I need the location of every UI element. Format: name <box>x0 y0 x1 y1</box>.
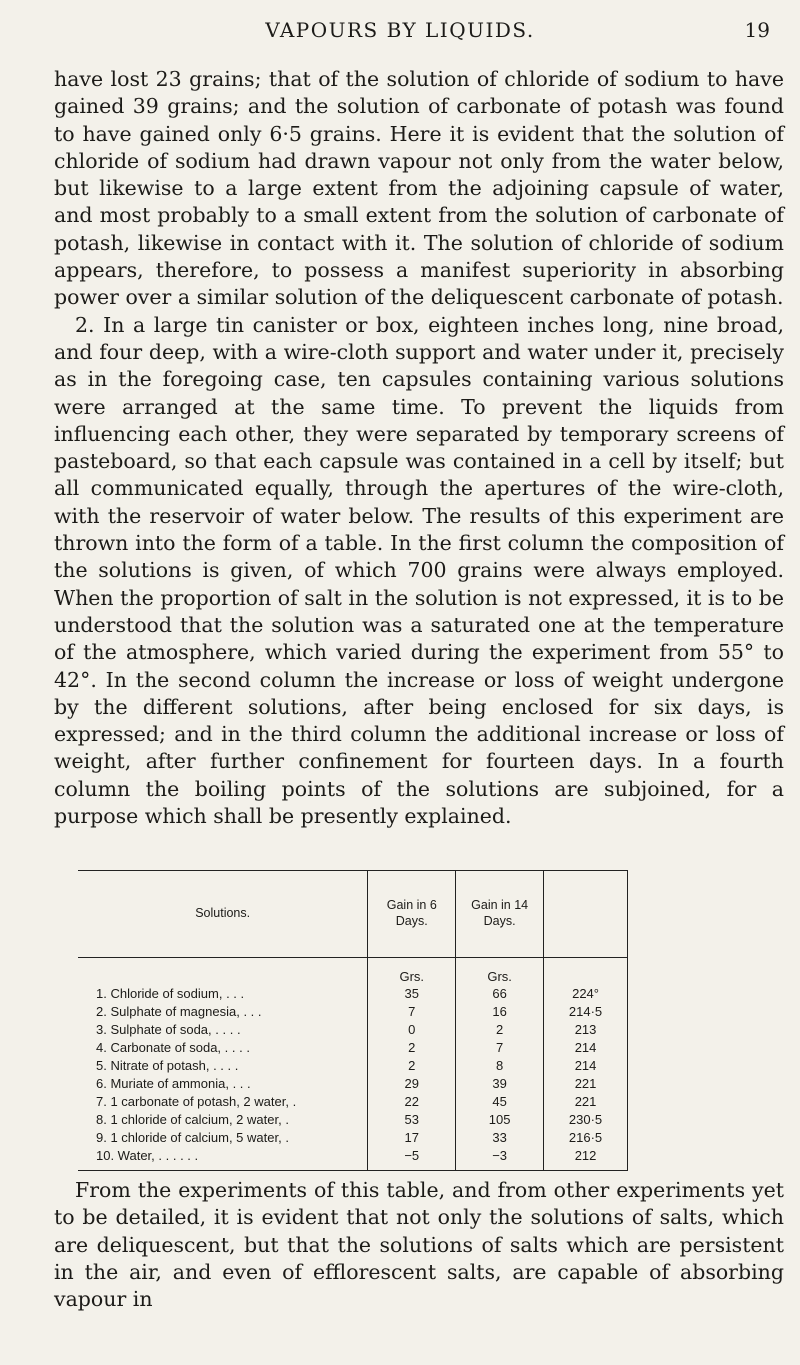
header-gain-14-days: Gain in 14 Days. <box>456 871 544 958</box>
gain-6-cell: 0 <box>368 1020 456 1038</box>
gain-14-cell: 39 <box>456 1074 544 1092</box>
boiling-cell: 230·5 <box>544 1110 628 1128</box>
solution-cell <box>78 1128 368 1146</box>
leader-dots: . . . . <box>224 1039 250 1055</box>
page-header <box>0 18 800 48</box>
paragraph-3: From the experiments of this table, and from other experiments yet to be detailed, it is evident that not only the solutions of salts, which are deliquescent, but that the solutions of salts which are persistent in the air, and even of efflorescent salts, are capable of absorbing vapour in <box>54 1178 784 1312</box>
leader-dots: . . . . <box>215 1021 241 1037</box>
boiling-cell: 212 <box>544 1146 628 1171</box>
solution-cell <box>78 1146 368 1171</box>
leader-dots: . . . <box>232 1075 251 1091</box>
unit-gain-6: Grs. <box>368 958 456 985</box>
gain-14-cell: 8 <box>456 1056 544 1074</box>
solution-cell <box>78 1020 368 1038</box>
solution-name: 3. Sulphate of soda, <box>96 1021 212 1037</box>
leader-dots: . . . <box>243 1003 262 1019</box>
solution-cell <box>78 1074 368 1092</box>
paragraph-2: 2. In a large tin canister or box, eighteen inches long, nine broad, and four deep, with a wire-cloth support and water under it, precisely as in the foregoing case, ten capsules containing various solutions were arranged at the same time. To prevent the liquids from influencing each other, they were separated by temporary screens of pasteboard, so that each capsule was contained in a cell by itself; but all communicated equally, through the apertures of the wire-cloth, with the reservoir of water below. The results of this experiment are thrown into the form of a table. In the first column the composition of the solutions is given, of which 700 grains were always employed. When the proportion of salt in the solution is not expressed, it is to be understood that the solution was a saturated one at the temperature of the atmosphere, which varied during the experiment from 55° to 42°. In the second column the increase or loss of weight undergone by the different solutions, after being enclosed for six days, is expressed; and in the third column the additional increase or loss of weight, after further confinement for fourteen days. In a fourth column the boiling points of the solutions are subjoined, for a purpose which shall be presently explained. <box>54 312 784 829</box>
gain-6-cell: 2 <box>368 1038 456 1056</box>
solution-cell <box>78 1002 368 1020</box>
table-row <box>78 1038 628 1056</box>
gain-6-cell: 22 <box>368 1092 456 1110</box>
solution-name: 8. 1 chloride of calcium, 2 water, <box>96 1111 282 1127</box>
boiling-cell: 221 <box>544 1092 628 1110</box>
header-solutions: Solutions. <box>78 871 368 958</box>
table-header-row <box>78 871 628 958</box>
gain-6-cell: 35 <box>368 984 456 1002</box>
boiling-cell: 213 <box>544 1020 628 1038</box>
units-solutions-cell <box>78 958 368 985</box>
table-row <box>78 1020 628 1038</box>
solution-cell <box>78 1056 368 1074</box>
unit-gain-14: Grs. <box>456 958 544 985</box>
units-row <box>78 958 628 985</box>
table-row <box>78 1002 628 1020</box>
gain-14-cell: 16 <box>456 1002 544 1020</box>
solution-name: 4. Carbonate of soda, <box>96 1039 222 1055</box>
solution-cell <box>78 1092 368 1110</box>
table-row <box>78 984 628 1002</box>
solution-name: 5. Nitrate of potash, <box>96 1057 210 1073</box>
leader-dots: . <box>292 1093 297 1109</box>
gain-14-cell: 45 <box>456 1092 544 1110</box>
results-table <box>78 870 628 1171</box>
gain-6-cell: 17 <box>368 1128 456 1146</box>
boiling-cell: 214·5 <box>544 1002 628 1020</box>
gain-14-cell: −3 <box>456 1146 544 1171</box>
gain-14-cell: 105 <box>456 1110 544 1128</box>
units-boiling-cell <box>544 958 628 985</box>
boiling-cell: 221 <box>544 1074 628 1092</box>
table-row <box>78 1092 628 1110</box>
table-row <box>78 1074 628 1092</box>
solution-cell <box>78 1110 368 1128</box>
solution-name: 10. Water, <box>96 1147 155 1163</box>
header-boiling-point <box>544 871 628 958</box>
solution-name: 2. Sulphate of magnesia, <box>96 1003 240 1019</box>
page-number: 19 <box>744 18 770 42</box>
header-gain-6-days: Gain in 6 Days. <box>368 871 456 958</box>
gain-14-cell: 33 <box>456 1128 544 1146</box>
leader-dots: . . . . . . <box>158 1147 199 1163</box>
boiling-cell: 216·5 <box>544 1128 628 1146</box>
gain-6-cell: 53 <box>368 1110 456 1128</box>
solution-name: 1. Chloride of sodium, <box>96 985 223 1001</box>
leader-dots: . . . . <box>213 1057 239 1073</box>
boiling-cell: 224° <box>544 984 628 1002</box>
gain-14-cell: 66 <box>456 984 544 1002</box>
table-row <box>78 1128 628 1146</box>
gain-14-cell: 2 <box>456 1020 544 1038</box>
solution-name: 7. 1 carbonate of potash, 2 water, <box>96 1093 289 1109</box>
gain-6-cell: −5 <box>368 1146 456 1171</box>
paragraph-1: have lost 23 grains; that of the solution of chloride of sodium to have gained 39 grains; and the solution of carbonate of potash was found to have gained only 6·5 grains. Here it is evident that the solution of chloride of sodium had drawn vapour not only from the water below, but likewise to a large extent from the adjoining capsule of water, and most probably to a small extent from the solution of carbonate of potash, likewise in contact with it. The solution of chloride of sodium appears, therefore, to possess a manifest superiority in absorbing power over a similar solution of the deliquescent carbonate of potash. <box>54 67 784 310</box>
running-title: VAPOURS BY LIQUIDS. <box>265 18 535 42</box>
gain-6-cell: 7 <box>368 1002 456 1020</box>
leader-dots: . . . <box>226 985 245 1001</box>
table-row <box>78 1146 628 1171</box>
boiling-cell: 214 <box>544 1038 628 1056</box>
leader-dots: . <box>285 1129 289 1145</box>
table-row <box>78 1110 628 1128</box>
solution-name: 9. 1 chloride of calcium, 5 water, <box>96 1129 282 1145</box>
results-table-wrapper <box>78 870 628 1171</box>
leader-dots: . <box>285 1111 289 1127</box>
solution-cell <box>78 1038 368 1056</box>
body-text <box>54 66 784 830</box>
gain-14-cell: 7 <box>456 1038 544 1056</box>
solution-cell <box>78 984 368 1002</box>
boiling-cell: 214 <box>544 1056 628 1074</box>
gain-6-cell: 29 <box>368 1074 456 1092</box>
gain-6-cell: 2 <box>368 1056 456 1074</box>
table-row <box>78 1056 628 1074</box>
solution-name: 6. Muriate of ammonia, <box>96 1075 229 1091</box>
body-text-after-table <box>54 1177 784 1313</box>
